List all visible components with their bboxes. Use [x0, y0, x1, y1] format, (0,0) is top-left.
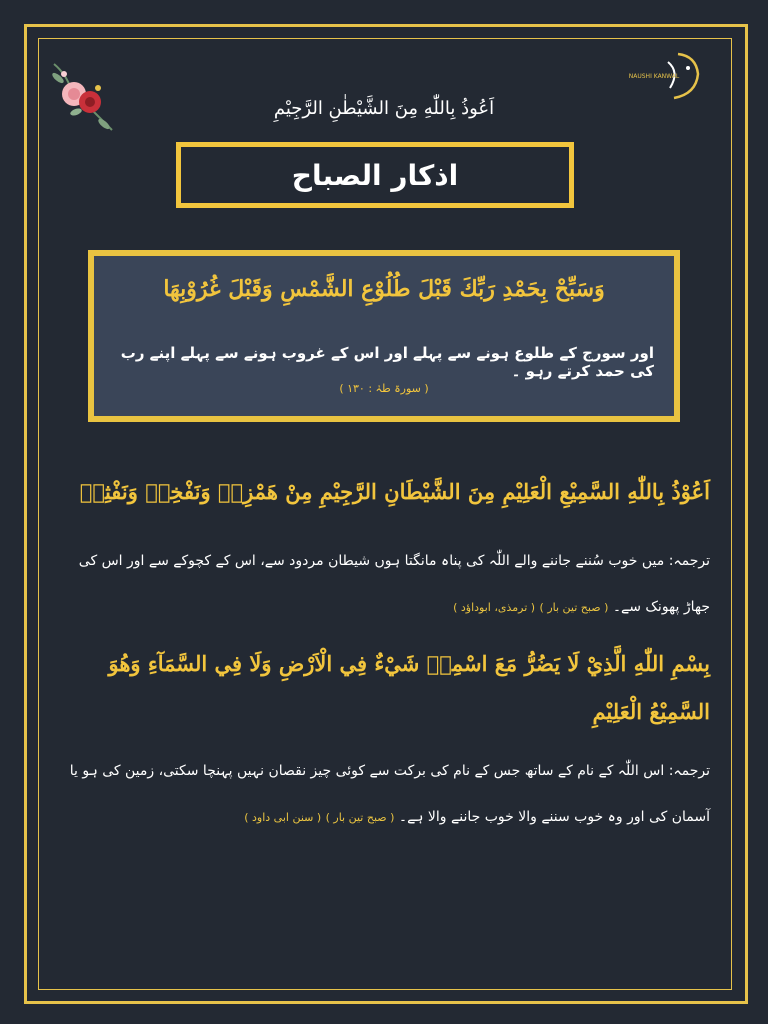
quran-verse-panel: [94, 256, 674, 416]
dua-2-arabic: بِسْمِ اللّٰهِ الَّذِيْ لَا يَضُرُّ مَعَ اسْمِهٖ شَيْءٌ فِي الْاَرْضِ وَلَا فِي السَّمَآءِ وَهُوَ السَّمِيْعُ الْعَلِيْمِ: [108, 651, 710, 724]
dua-1-count: ( صبح تین بار ): [539, 601, 609, 614]
dua-2-translation: ترجمہ: اس اللّٰہ کے نام کے ساتھ جس کے نام کی برکت سے کوئی چیز نقصان نہیں پہنچا سکتی، زمین کی ہو یا آسمان کی اور وہ خوب سننے والا خوب جاننے والا ہے۔ ( صبح تین بار ) ( سنن ابی داود ): [69, 763, 710, 825]
quran-verse-translation: اور سورج کے طلوع ہونے سے پہلے اور اس کے غروب ہونے سے پہلے اپنے رب کی حمد کرتے رہو ۔: [120, 344, 654, 380]
quran-verse-arabic: وَسَبِّحْ بِحَمْدِ رَبِّكَ قَبْلَ طُلُوْعِ الشَّمْسِ وَقَبْلَ غُرُوْبِهَا: [163, 276, 605, 302]
taawwuz-heading: اَعُوذُ بِاللّٰهِ مِنَ الشَّيْطٰنِ الرَّجِيْمِ: [273, 98, 495, 119]
quran-verse-box: [88, 250, 680, 422]
page-title: اذکار الصباح: [291, 158, 459, 192]
dua-1-arabic: اَعُوْذُ بِاللّٰهِ السَّمِيْعِ الْعَلِيْمِ مِنَ الشَّيْطَانِ الرَّجِيْمِ مِنْ هَمْزِهٖ وَنَفْخِهٖ وَنَفْثِهٖ: [79, 479, 710, 504]
dua-2-count: ( صبح تین بار ): [325, 811, 395, 824]
title-box: [176, 142, 574, 208]
logo-text: NAUSHI KANWAL: [628, 73, 680, 80]
dua-2-source: ( سنن ابی داود ): [244, 811, 322, 824]
quran-verse-reference: ( سورۃ طہٰ : ۱۳۰ ): [339, 382, 429, 395]
dua-1-translation: ترجمہ: میں خوب سُننے جاننے والے اللّٰہ کی پناہ مانگتا ہوں شیطان مردود سے، اس کے کچوکے سے اور اس کی جھاڑ پھونک سے۔ ( صبح تین بار ) ( ترمذی، ابوداؤد ): [78, 553, 710, 615]
dua-1-source: ( ترمذی، ابوداؤد ): [453, 601, 536, 614]
flower-icon: [46, 54, 116, 136]
